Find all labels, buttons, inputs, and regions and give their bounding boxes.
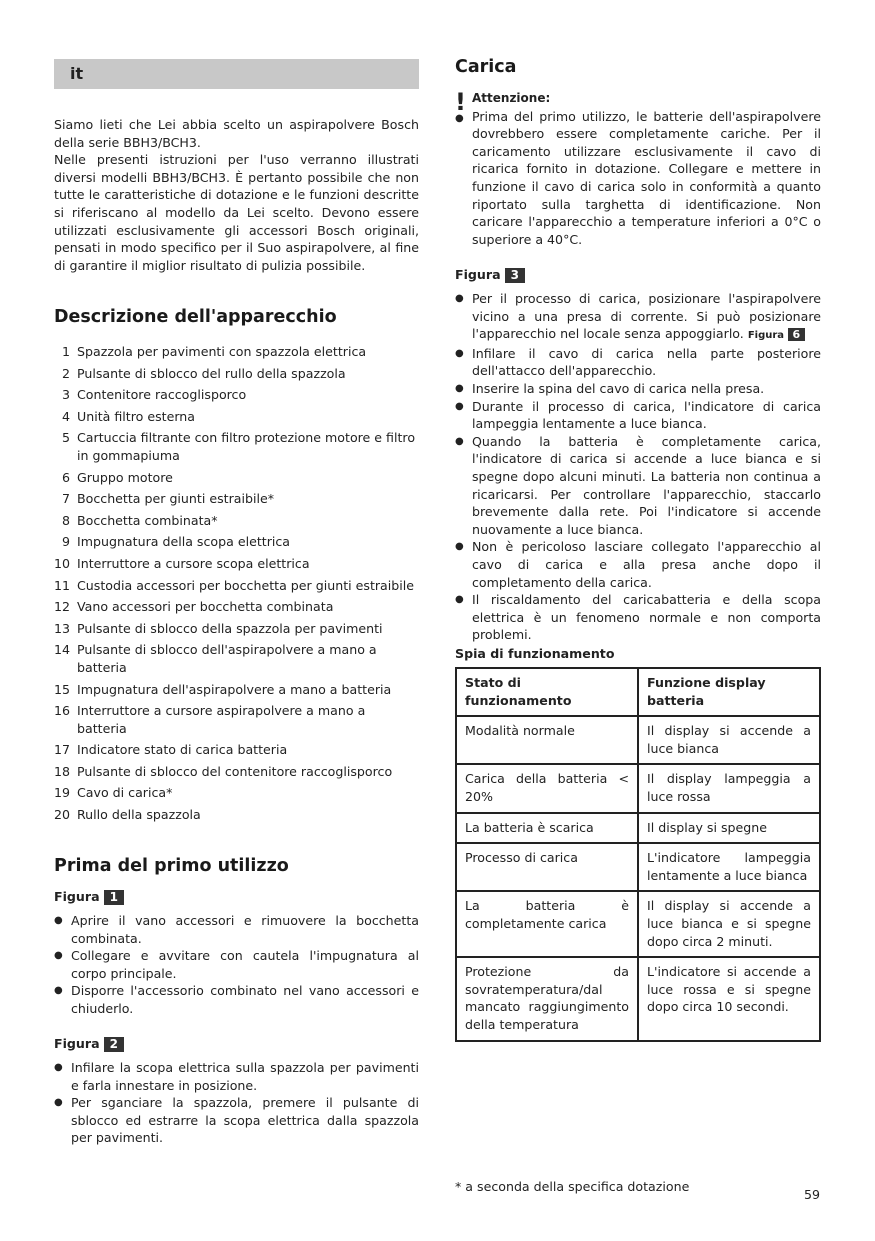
description-heading: Descrizione dell'apparecchio xyxy=(54,307,337,327)
figure-label: Figura xyxy=(54,889,100,904)
list-item: ● Il riscaldamento del caricabatteria e della scopa elettrica è un fenomeno normale e non comporta problemi. xyxy=(455,591,821,644)
item-text: Pulsante di sblocco della spazzola per pavimenti xyxy=(77,620,383,636)
list-item xyxy=(54,365,419,383)
item-number: 19 xyxy=(54,785,71,801)
table-row xyxy=(456,764,820,812)
item-number: 14 xyxy=(54,642,71,658)
item-text: Interruttore a cursore scopa elettrica xyxy=(77,555,310,571)
table-row xyxy=(456,813,820,844)
display-function-cell: Il display si accende a luce bianca e si spegne dopo circa 2 minuti. xyxy=(638,891,820,957)
item-text: Unità filtro esterna xyxy=(77,408,195,424)
item-text: Pulsante di sblocco del contenitore raccoglisporco xyxy=(77,763,393,779)
list-item: ● Non è pericoloso lasciare collegato l'apparecchio al cavo di carica e alla presa anche dopo il completamento della carica. xyxy=(455,538,821,591)
item-number: 10 xyxy=(54,555,71,571)
status-cell: Processo di carica xyxy=(456,843,638,891)
list-item xyxy=(54,512,419,530)
item-number: 11 xyxy=(54,577,71,593)
status-cell: Carica della batteria < 20% xyxy=(456,764,638,812)
status-cell: Protezione da sovratemperatura/dal mancato raggiungimento della temperatura xyxy=(456,957,638,1040)
figure-number-badge: 6 xyxy=(788,328,806,341)
status-cell: La batteria è scarica xyxy=(456,813,638,844)
item-number: 8 xyxy=(61,512,70,528)
figure-number-badge: 3 xyxy=(505,268,525,283)
list-item xyxy=(54,784,419,802)
item-text: Cartuccia filtrante con filtro protezione motore e filtro in gommapiuma xyxy=(77,430,416,463)
item-number: 7 xyxy=(61,491,70,507)
table-row xyxy=(456,891,820,957)
item-number: 3 xyxy=(61,387,70,403)
warning-body: Prima del primo utilizzo, le batterie dell'aspirapolvere dovrebbero essere completamente cariche. Per il caricamento utilizzare esclusivamente il cavo di ricarica fornito in dotazione. Collegare e mettere in funzione il cavo di carica solo in conformità a quanto riportato sulla targhetta di identificazione. Non caricare l'apparecchio a temperature inferiori a 0°C o superiore a 40°C. xyxy=(472,108,821,247)
display-function-cell: L'indicatore lampeggia lentamente a luce bianca xyxy=(638,843,820,891)
charging-heading: Carica xyxy=(455,57,517,77)
item-text: Pulsante di sblocco dell'aspirapolvere a mano a batteria xyxy=(77,642,377,675)
figure-label: Figura xyxy=(54,1036,100,1051)
list-item xyxy=(54,469,419,487)
status-cell: Modalità normale xyxy=(456,716,638,764)
intro-text xyxy=(54,116,419,274)
item-text: Contenitore raccoglisporco xyxy=(77,387,247,403)
item-number: 18 xyxy=(54,763,71,779)
item-number: 17 xyxy=(54,742,71,758)
list-item: ● Collegare e avvitare con cautela l'impugnatura al corpo principale. xyxy=(54,947,419,982)
figure-1-ref xyxy=(54,888,124,906)
warning-block xyxy=(455,90,821,248)
item-text: Interruttore a cursore aspirapolvere a mano a batteria xyxy=(77,703,366,736)
list-item xyxy=(54,429,419,464)
figure-number-badge: 1 xyxy=(104,890,124,905)
list-item xyxy=(455,290,821,345)
item-text: Custodia accessori per bocchetta per giunti estraibile xyxy=(77,577,415,593)
step-text: Per il processo di carica, posizionare l'aspirapolvere vicino a una presa di corrente. Si può posizionare l'apparecchio nel locale senza appoggiarlo. xyxy=(472,291,821,342)
status-cell: La batteria è completamente carica xyxy=(456,891,638,957)
list-item xyxy=(54,763,419,781)
figure-1-steps xyxy=(54,912,419,1018)
list-item xyxy=(54,741,419,759)
item-number: 6 xyxy=(61,469,70,485)
item-text: Bocchetta per giunti estraibile* xyxy=(77,491,275,507)
item-text: Rullo della spazzola xyxy=(77,807,201,823)
list-item xyxy=(54,490,419,508)
figure-number-badge: 2 xyxy=(104,1037,124,1052)
item-number: 1 xyxy=(61,344,70,359)
list-item xyxy=(54,386,419,404)
item-text: Indicatore stato di carica batteria xyxy=(77,742,288,758)
item-number: 2 xyxy=(61,365,70,381)
item-number: 4 xyxy=(61,408,70,424)
list-item xyxy=(54,806,419,824)
table-header-row xyxy=(456,668,820,716)
item-text: Impugnatura della scopa elettrica xyxy=(77,534,291,550)
list-item xyxy=(54,533,419,551)
table-row xyxy=(456,843,820,891)
table-row xyxy=(456,716,820,764)
footnote: * a seconda della specifica dotazione xyxy=(455,1179,690,1194)
list-item: ● Disporre l'accessorio combinato nel vano accessori e chiuderlo. xyxy=(54,982,419,1017)
display-function-cell: Il display lampeggia a luce rossa xyxy=(638,764,820,812)
list-item xyxy=(54,681,419,699)
charging-steps xyxy=(455,290,821,644)
list-item: ● Infilare la scopa elettrica sulla spazzola per pavimenti e farla innestare in posizione. xyxy=(54,1059,419,1094)
exclamation-icon: ! xyxy=(455,88,466,116)
status-table-title: Spia di funzionamento xyxy=(455,646,615,661)
list-item xyxy=(54,555,419,573)
item-number: 15 xyxy=(54,681,71,697)
item-number: 5 xyxy=(61,430,70,446)
parts-list xyxy=(54,343,419,828)
item-number: 20 xyxy=(54,807,71,823)
list-item: ● Per sganciare la spazzola, premere il pulsante di sblocco ed estrarre la scopa elettrica dalla spazzola per pavimenti. xyxy=(54,1094,419,1147)
item-text: Impugnatura dell'aspirapolvere a mano a batteria xyxy=(77,681,392,697)
intro-paragraph: Siamo lieti che Lei abbia scelto un aspirapolvere Bosch della serie BBH3/BCH3. xyxy=(54,117,419,150)
bullet-icon: ● xyxy=(455,113,464,124)
item-number: 13 xyxy=(54,620,71,636)
display-function-cell: Il display si spegne xyxy=(638,813,820,844)
list-item: ● Quando la batteria è completamente carica, l'indicatore di carica si accende a luce bianca e si spegne dopo alcuni minuti. La batteria non continua a ricaricarsi. Per controllare l'apparecchio, staccarlo brevemente dalla rete. Poi l'indicatore si accende nuovamente a luce bianca. xyxy=(455,433,821,539)
intro-paragraph: Nelle presenti istruzioni per l'uso verranno illustrati diversi modelli BBH3/BCH3. È pertanto possibile che non tutte le caratteristiche di dotazione e le funzioni descritte si riferiscano al modello da Lei scelto. Devono essere utilizzati esclusivamente gli accessori Bosch originali, pensati in modo specifico per il Suo aspirapolvere, al fine di garantire il miglior risultato di pulizia possibile. xyxy=(54,152,419,273)
status-table xyxy=(455,667,821,1042)
figure-2-ref xyxy=(54,1035,124,1053)
list-item: ● Aprire il vano accessori e rimuovere la bocchetta combinata. xyxy=(54,912,419,947)
column-header: Stato di funzionamento xyxy=(456,668,638,716)
list-item xyxy=(54,702,419,737)
list-item xyxy=(54,408,419,426)
list-item xyxy=(54,641,419,676)
figure-2-steps xyxy=(54,1059,419,1147)
item-text: Gruppo motore xyxy=(77,469,173,485)
item-text: Cavo di carica* xyxy=(77,785,173,801)
figure-3-ref xyxy=(455,266,525,284)
item-text: Vano accessori per bocchetta combinata xyxy=(77,599,334,615)
figure-6-ref xyxy=(748,330,805,341)
warning-title: Attenzione: xyxy=(472,91,551,105)
list-item xyxy=(54,577,419,595)
item-text: Bocchetta combinata* xyxy=(77,512,218,528)
list-item: ● Infilare il cavo di carica nella parte posteriore dell'attacco dell'apparecchio. xyxy=(455,345,821,380)
table-row xyxy=(456,957,820,1040)
figure-label: Figura xyxy=(455,267,501,282)
figure-label: Figura xyxy=(747,330,785,342)
display-function-cell: L'indicatore si accende a luce rossa e si spegne dopo circa 10 secondi. xyxy=(638,957,820,1040)
item-text: Spazzola per pavimenti con spazzola elettrica xyxy=(77,344,367,359)
list-item xyxy=(54,620,419,638)
item-number: 12 xyxy=(54,599,71,615)
item-number: 9 xyxy=(61,534,70,550)
first-use-heading: Prima del primo utilizzo xyxy=(54,856,289,876)
column-header: Funzione display batteria xyxy=(638,668,820,716)
page-number: 59 xyxy=(804,1187,821,1202)
list-item: ● Inserire la spina del cavo di carica nella presa. xyxy=(455,380,821,398)
display-function-cell: Il display si accende a luce bianca xyxy=(638,716,820,764)
item-number: 16 xyxy=(54,703,71,719)
item-text: Pulsante di sblocco del rullo della spazzola xyxy=(77,365,346,381)
language-tag: it xyxy=(54,59,419,89)
list-item: ● Durante il processo di carica, l'indicatore di carica lampeggia lentamente a luce bianca. xyxy=(455,398,821,433)
list-item xyxy=(54,343,419,361)
list-item xyxy=(54,598,419,616)
